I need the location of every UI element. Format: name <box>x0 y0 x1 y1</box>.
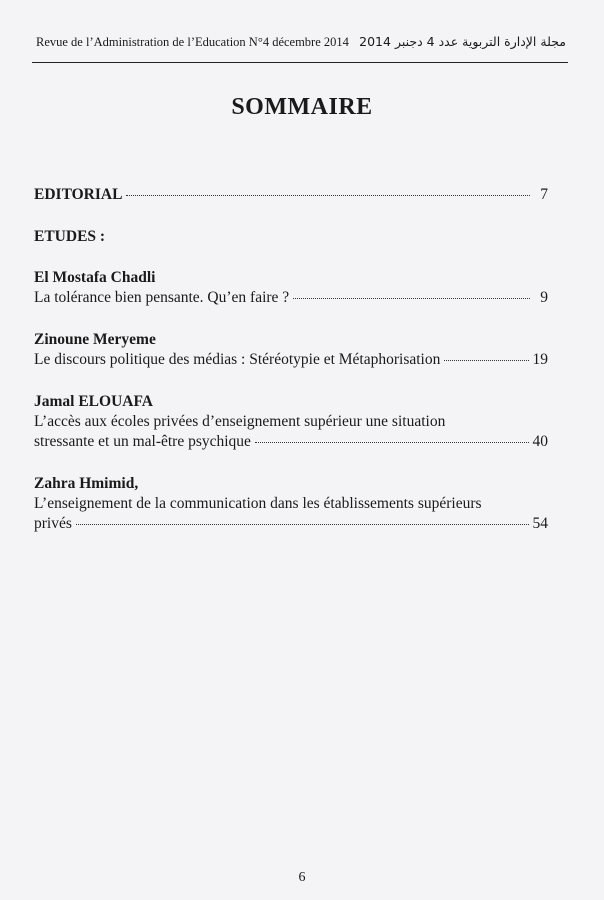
header-journal-fr: Revue de l’Administration de l’Education N°4 décembre 2014 <box>36 35 349 49</box>
toc-entry-title: L’accès aux écoles privées d’enseignement supérieur une situation <box>34 413 446 430</box>
toc-entry-page: 19 <box>532 351 548 368</box>
toc-entry-page: 40 <box>532 433 548 450</box>
toc-entry-title: La tolérance bien pensante. Qu’en faire ? <box>34 289 290 306</box>
section-label-etudes: ETUDES : <box>34 228 106 245</box>
dot-leader <box>293 298 530 299</box>
page-title: SOMMAIRE <box>231 94 373 120</box>
table-of-contents <box>34 186 548 534</box>
toc-entry-title-line <box>34 288 548 308</box>
toc-entry-author: Zinoune Meryeme <box>34 331 156 348</box>
toc-entry-title-cont: stressante et un mal-être psychique <box>34 433 251 450</box>
toc-entry-title-cont: privés <box>34 515 72 532</box>
toc-entry <box>34 392 548 452</box>
toc-entry <box>34 268 548 308</box>
toc-entry-title-line <box>34 514 548 534</box>
toc-entry-author: El Mostafa Chadli <box>34 269 156 286</box>
toc-editorial-label: EDITORIAL <box>34 186 123 203</box>
header-rule <box>32 62 568 63</box>
toc-entry-author: Jamal ELOUAFA <box>34 393 153 410</box>
page-number: 6 <box>298 870 306 885</box>
header-journal-ar: مجلة الإدارة التربوية عدد 4 دجنبر 2014 <box>359 34 566 49</box>
toc-entry-title-line <box>34 350 548 370</box>
toc-entry-title-line <box>34 432 548 452</box>
running-header <box>36 34 566 50</box>
toc-entry-page: 54 <box>532 515 548 532</box>
toc-entry-title: L’enseignement de la communication dans les établissements supérieurs <box>34 495 482 512</box>
toc-entry <box>34 330 548 370</box>
dot-leader <box>444 360 528 361</box>
toc-entry-page: 9 <box>540 289 548 306</box>
toc-editorial <box>34 186 548 204</box>
dot-leader <box>126 195 530 196</box>
dot-leader <box>255 442 529 443</box>
dot-leader <box>76 524 529 525</box>
toc-entry-title: Le discours politique des médias : Stéréotypie et Métaphorisation <box>34 351 441 368</box>
toc-entry-author: Zahra Hmimid, <box>34 475 139 492</box>
toc-editorial-page: 7 <box>540 186 548 203</box>
toc-entry <box>34 474 548 534</box>
